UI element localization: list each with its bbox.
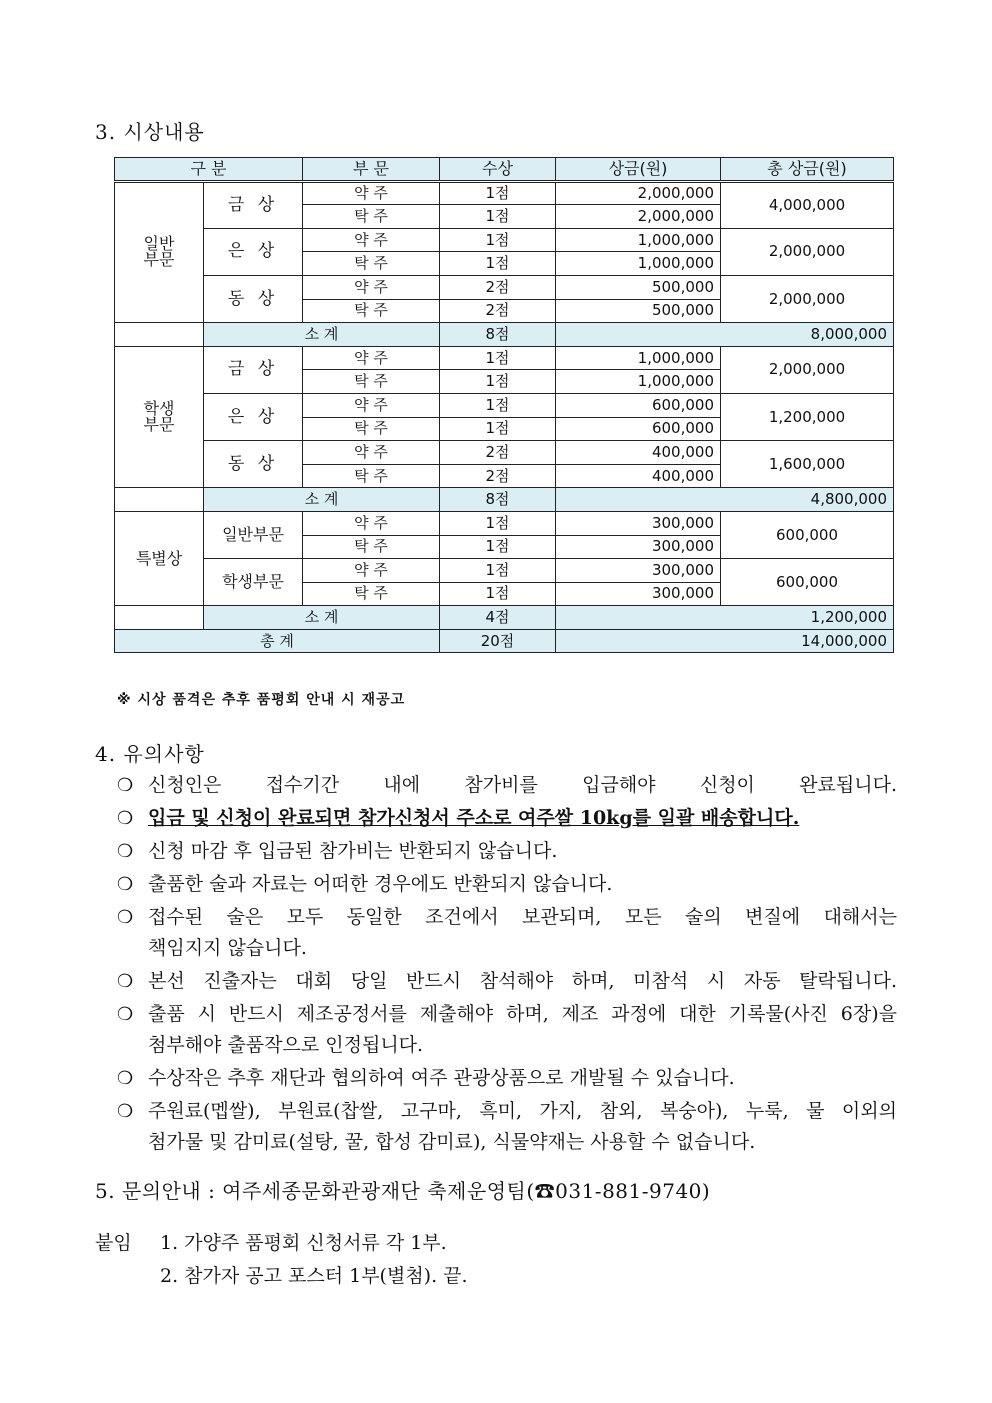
cell-count: 1점 [440,346,556,370]
attachment-item-2: 2. 참가자 공고 포스터 1부(별첨). 끝. [160,1265,468,1287]
circle-bullet-icon: ❍ [117,841,134,862]
note-text-cont: 첨가물 및 감미료(설탕, 꿀, 합성 감미료), 식물약재는 사용할 수 없습니다. [148,1131,756,1153]
note-text: 신청 마감 후 입금된 참가비는 반환되지 않습니다. [148,840,558,862]
group-student: 학생 부문 [115,346,204,488]
header-awards: 수상 [440,158,556,182]
circle-bullet-icon: ❍ [117,1068,134,1089]
note-text: 접수된 술은 모두 동일한 조건에서 보관되며, 모든 술의 변질에 대해서는 [148,906,897,928]
cell-total: 600,000 [721,511,894,558]
subtotal-label: 소 계 [204,606,440,630]
circle-bullet-icon: ❍ [117,1101,134,1122]
cell-prize: 300,000 [556,535,721,559]
award-gold: 금 상 [204,181,303,228]
cell-type: 탁 주 [303,370,440,394]
circle-bullet-icon: ❍ [117,808,134,829]
table-row [115,393,894,417]
cell-prize: 1,000,000 [556,346,721,370]
section-4-title: 4. 유의사항 [95,742,205,766]
subtotal-row-general [115,323,894,347]
cell-type: 약 주 [303,346,440,370]
subtotal-count: 8점 [440,323,556,347]
table-row [115,346,894,370]
section-5-title: 5. 문의안내 : 여주세종문화관광재단 축제운영팀(☎031-881-9740) [95,1179,711,1203]
attachment-item-1: 1. 가양주 품평회 신청서류 각 1부. [160,1232,447,1254]
note-text: 출품한 술과 자료는 어떠한 경우에도 반환되지 않습니다. [148,873,613,895]
cell-count: 1점 [440,181,556,205]
header-category: 구 분 [115,158,303,182]
table-row [115,275,894,299]
subtotal-amount: 8,000,000 [556,323,894,347]
special-category-student: 학생부문 [204,559,303,606]
cell-count: 1점 [440,511,556,535]
cell-prize: 600,000 [556,417,721,441]
cell-count: 1점 [440,228,556,252]
cell-total: 600,000 [721,559,894,606]
award-gold: 금 상 [204,346,303,393]
list-item [117,803,897,834]
table-row [115,441,894,465]
cell-count: 1점 [440,252,556,276]
cell-prize: 1,000,000 [556,252,721,276]
cell-type: 탁 주 [303,535,440,559]
list-item [117,836,897,867]
header-division: 부 문 [303,158,440,182]
list-item [117,869,897,900]
award-table [114,157,894,653]
subtotal-count: 8점 [440,488,556,512]
cell-prize: 2,000,000 [556,181,721,205]
note-text-cont: 첨부해야 출품작으로 인정됩니다. [148,1034,424,1056]
subtotal-amount: 4,800,000 [556,488,894,512]
note-text: 출품 시 반드시 제조공정서를 제출해야 하며, 제조 과정에 대한 기록물(사진 6장)을 [148,1003,897,1025]
note-text: 입금 및 신청이 완료되면 참가신청서 주소로 여주쌀 10kg를 일괄 배송합니다. [148,807,800,829]
cell-total: 2,000,000 [721,275,894,322]
table-row [115,511,894,535]
cell-type: 약 주 [303,559,440,583]
header-prize: 상금(원) [556,158,721,182]
table-row [115,181,894,205]
table-row [115,228,894,252]
cell-type: 약 주 [303,441,440,465]
cell-prize: 500,000 [556,275,721,299]
cell-prize: 300,000 [556,582,721,606]
cell-prize: 1,000,000 [556,228,721,252]
cell-count: 2점 [440,299,556,323]
cell-total: 2,000,000 [721,346,894,393]
list-item [117,966,897,997]
cell-type: 탁 주 [303,464,440,488]
grand-total-label: 총 계 [115,629,440,653]
cell-type: 약 주 [303,181,440,205]
list-item [117,1096,897,1158]
cell-prize: 2,000,000 [556,205,721,229]
cell-total: 1,200,000 [721,393,894,440]
cell-type: 약 주 [303,393,440,417]
note-text-cont: 책임지지 않습니다. [148,937,307,959]
cell-total: 4,000,000 [721,181,894,228]
grand-total-row [115,629,894,653]
cell-count: 1점 [440,559,556,583]
circle-bullet-icon: ❍ [117,1004,134,1025]
special-category-general: 일반부문 [204,511,303,558]
list-item [117,1063,897,1094]
award-silver: 은 상 [204,393,303,440]
circle-bullet-icon: ❍ [117,907,134,928]
note-text: 주원료(멥쌀), 부원료(찹쌀, 고구마, 흑미, 가지, 참외, 복숭아), 누룩, 물 이외의 [148,1100,897,1122]
cell-total: 2,000,000 [721,228,894,275]
award-note: ※ 시상 품격은 추후 품평회 안내 시 재공고 [117,692,406,708]
cell-prize: 500,000 [556,299,721,323]
cell-type: 약 주 [303,511,440,535]
cell-prize: 300,000 [556,559,721,583]
cell-count: 1점 [440,370,556,394]
cell-prize: 400,000 [556,441,721,465]
circle-bullet-icon: ❍ [117,775,134,796]
list-item [117,770,897,801]
cell-count: 1점 [440,582,556,606]
cell-type: 탁 주 [303,252,440,276]
section-3-title: 3. 시상내용 [95,120,205,144]
list-item [117,902,897,964]
subtotal-amount: 1,200,000 [556,606,894,630]
cell-count: 2점 [440,464,556,488]
cell-count: 2점 [440,441,556,465]
group-general: 일반 부문 [115,181,204,323]
note-text: 본선 진출자는 대회 당일 반드시 참석해야 하며, 미참석 시 자동 탈락됩니다. [148,970,897,992]
cell-total: 1,600,000 [721,441,894,488]
header-total-prize: 총 상금(원) [721,158,894,182]
list-item [117,999,897,1061]
cell-type: 탁 주 [303,205,440,229]
grand-total-amount: 14,000,000 [556,629,894,653]
cell-count: 2점 [440,275,556,299]
subtotal-label: 소 계 [204,323,440,347]
cell-type: 탁 주 [303,582,440,606]
note-text: 수상작은 추후 재단과 협의하여 여주 관광상품으로 개발될 수 있습니다. [148,1067,735,1089]
cell-count: 1점 [440,417,556,441]
table-header-row [115,158,894,182]
subtotal-row-student [115,488,894,512]
subtotal-label: 소 계 [204,488,440,512]
cell-prize: 600,000 [556,393,721,417]
grand-total-count: 20점 [440,629,556,653]
cell-count: 1점 [440,535,556,559]
cell-count: 1점 [440,205,556,229]
precautions-list [117,770,897,1160]
cell-prize: 400,000 [556,464,721,488]
award-bronze: 동 상 [204,441,303,488]
cell-type: 약 주 [303,228,440,252]
cell-count: 1점 [440,393,556,417]
cell-type: 탁 주 [303,417,440,441]
subtotal-row-special [115,606,894,630]
group-special: 특별상 [115,511,204,605]
attachment-label: 붙임 [95,1232,132,1254]
cell-prize: 300,000 [556,511,721,535]
award-bronze: 동 상 [204,275,303,322]
table-row [115,559,894,583]
cell-prize: 1,000,000 [556,370,721,394]
circle-bullet-icon: ❍ [117,971,134,992]
subtotal-count: 4점 [440,606,556,630]
award-silver: 은 상 [204,228,303,275]
cell-type: 약 주 [303,275,440,299]
circle-bullet-icon: ❍ [117,874,134,895]
cell-type: 탁 주 [303,299,440,323]
note-text: 신청인은 접수기간 내에 참가비를 입금해야 신청이 완료됩니다. [148,774,897,796]
